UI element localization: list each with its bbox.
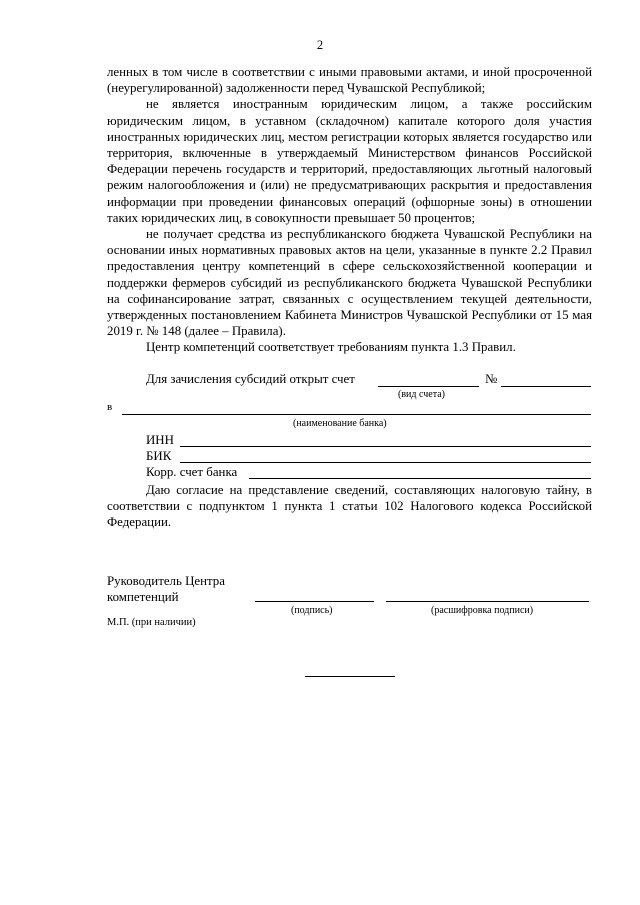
- end-separator-line: [305, 676, 395, 677]
- signature-decode-caption: (расшифровка подписи): [431, 605, 534, 616]
- bik-label: БИК: [146, 449, 172, 463]
- bank-prefix: в: [107, 401, 113, 413]
- account-label: Для зачисления субсидий открыт счет: [146, 372, 355, 386]
- account-type-line[interactable]: [378, 386, 479, 387]
- stamp-note: М.П. (при наличии): [107, 617, 196, 628]
- account-number-line[interactable]: [501, 386, 591, 387]
- paragraph-requirements: Центр компетенций соответствует требованиям пункта 1.3 Правил.: [146, 340, 516, 355]
- signature-role-line1: Руководитель Центра: [107, 574, 225, 588]
- signature-decode-line[interactable]: [386, 601, 589, 602]
- paragraph-foreign-entity: не является иностранным юридическим лицом, а также российским юридическим лицом, в уставном (складочном) капитале которого доля участия иностранных юридических лиц, местом регистрации которых является государство или территория, включенные в утверждаемый Министерством финансов Российской Федерации перечень государств и территорий, предоставляющих льготный налоговый режим налогообложения и (или) не предусматривающих раскрытия и предоставления информации при проведении финансовых операций (офшорные зоны) в отношении таких юридических лиц, в совокупности превышает 50 процентов;: [107, 97, 592, 225]
- signature-line[interactable]: [255, 601, 374, 602]
- signature-caption: (подпись): [291, 605, 333, 616]
- account-type-caption: (вид счета): [398, 389, 445, 400]
- account-row: [146, 372, 355, 387]
- bank-name-caption: (наименование банка): [293, 418, 387, 429]
- paragraph-continuation: ленных в том числе в соответствии с иными правовыми актами, и иной просроченной (неурегулированной) задолженности перед Чувашской Республикой;: [107, 65, 592, 96]
- inn-line[interactable]: [180, 446, 591, 447]
- paragraph-budget-funds: не получает средства из республиканского бюджета Чувашской Республики на основании иных нормативных правовых актов на цели, указанные в пункте 2.2 Правил предоставления центру компетенций в сфере сельскохозяйственной кооперации и поддержки фермеров субсидий из республиканского бюджета Чувашской Республики на софинансирование затрат, связанных с осуществлением текущей деятельности, утвержденных постановлением Кабинета Министров Чувашской Республики от 15 мая 2019 г. № 148 (далее – Правила).: [107, 227, 592, 339]
- bik-line[interactable]: [180, 462, 591, 463]
- consent-paragraph: Даю согласие на представление сведений, составляющих налоговую тайну, в соответствии с подпунктом 1 пункта 1 статьи 102 Налогового кодекса Российской Федерации.: [107, 483, 592, 530]
- account-number-sign: №: [485, 372, 498, 386]
- page-number: 2: [316, 38, 324, 52]
- inn-label: ИНН: [146, 433, 174, 447]
- corr-account-label: Корр. счет банка: [146, 465, 238, 479]
- signature-role-line2: компетенций: [107, 590, 179, 604]
- consent-text: [107, 482, 592, 531]
- corr-account-line[interactable]: [249, 478, 591, 479]
- bank-name-line[interactable]: [122, 414, 591, 415]
- body-text: [107, 64, 592, 356]
